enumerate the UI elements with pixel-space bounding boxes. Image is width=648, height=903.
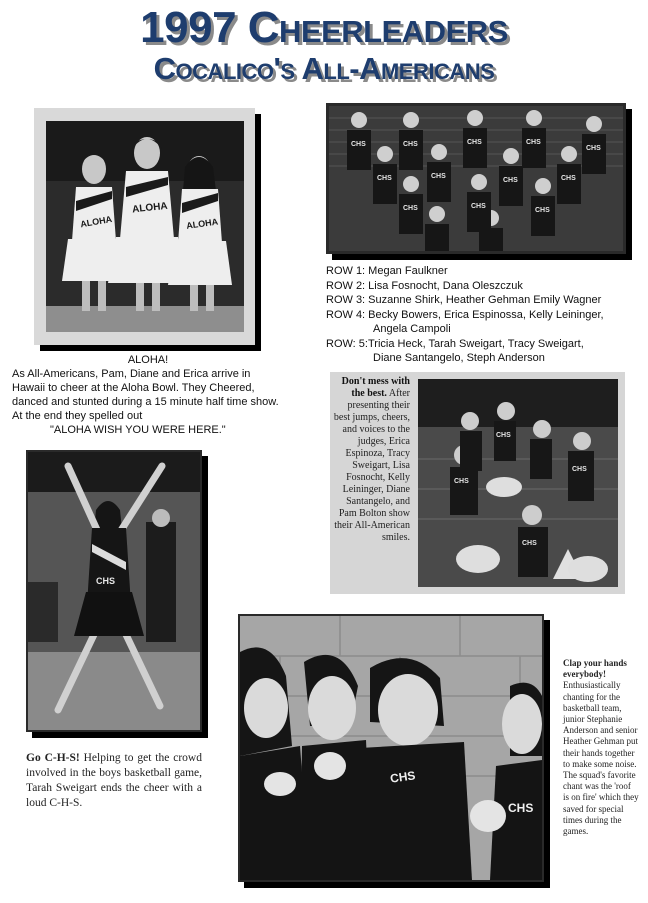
squad-uniform-text-10: CHS bbox=[403, 205, 418, 212]
judges-caption bbox=[330, 376, 410, 544]
squad-uniform-text-2: CHS bbox=[403, 141, 418, 148]
go-chs-uniform-text: CHS bbox=[96, 576, 116, 586]
page-title: 1997 Cheerleaders bbox=[140, 3, 508, 52]
squad-uniform-text-1: CHS bbox=[351, 141, 366, 148]
squad-uniform-text-11: CHS bbox=[471, 203, 486, 210]
roster-row-1: ROW 1: Megan Faulkner bbox=[326, 265, 448, 277]
squad-uniform-text-9: CHS bbox=[561, 175, 576, 182]
squad-photo bbox=[326, 103, 626, 254]
roster-row-4-cont: Angela Campoli bbox=[373, 323, 451, 335]
go-chs-caption bbox=[26, 751, 202, 811]
roster-row-3: ROW 3: Suzanne Shirk, Heather Gehman Emily Wagner bbox=[326, 294, 602, 306]
aloha-photo bbox=[34, 108, 255, 345]
squad-uniform-text-6: CHS bbox=[377, 175, 392, 182]
judges-uniform-text-2: CHS bbox=[454, 478, 469, 485]
aloha-uniform-text-2: ALOHA bbox=[131, 200, 169, 216]
squad-uniform-text-12: CHS bbox=[535, 207, 550, 214]
roster-row-4: ROW 4: Becky Bowers, Erica Espinossa, Kelly Leininger, bbox=[326, 308, 604, 321]
aloha-caption-phrase: "ALOHA WISH YOU WERE HERE." bbox=[50, 424, 226, 436]
squad-uniform-text-5: CHS bbox=[586, 145, 601, 152]
judges-caption-lead: Don't mess with the best. bbox=[341, 376, 410, 399]
go-chs-photo-image bbox=[28, 452, 200, 730]
clap-uniform-text-1: CHS bbox=[389, 768, 417, 786]
clap-caption bbox=[563, 658, 639, 837]
squad-uniform-text-7: CHS bbox=[431, 173, 446, 180]
clap-uniform-text-2: CHS bbox=[508, 801, 534, 815]
go-chs-caption-body: Helping to get the crowd involved in the boys basketball game, Tarah Sweigart ends the cheer with a loud C-H-S. bbox=[26, 752, 202, 809]
aloha-photo-image bbox=[46, 121, 244, 332]
squad-roster bbox=[326, 264, 626, 366]
aloha-caption-heading: ALOHA! bbox=[127, 354, 169, 366]
judges-uniform-text-4: CHS bbox=[522, 540, 537, 547]
squad-photo-image bbox=[329, 106, 623, 251]
squad-uniform-text-4: CHS bbox=[526, 139, 541, 146]
clap-photo-image bbox=[240, 616, 542, 880]
page-subtitle: Cocalico's All-Americans bbox=[153, 51, 495, 86]
clap-caption-lead: Clap your hands everybody! bbox=[563, 658, 627, 680]
aloha-uniform-text-3: ALOHA bbox=[185, 216, 219, 231]
squad-uniform-text-3: CHS bbox=[467, 139, 482, 146]
roster-row-5-cont: Diane Santangelo, Steph Anderson bbox=[373, 352, 545, 364]
judges-uniform-text-3: CHS bbox=[572, 466, 587, 473]
squad-uniform-text-8: CHS bbox=[503, 177, 518, 184]
roster-row-2: ROW 2: Lisa Fosnocht, Dana Oleszczuk bbox=[326, 279, 523, 292]
go-chs-photo bbox=[26, 450, 202, 732]
judges-caption-body: After presenting their best jumps, cheers, and voices to the judges, Erica Espinoza, Tracy Sweigart, Lisa Fosnocht, Kelly Leininger, Diane Santangelo, and Pam Bolton show their All-American smiles. bbox=[333, 388, 410, 543]
judges-photo-image bbox=[418, 379, 618, 587]
aloha-caption bbox=[12, 353, 284, 437]
aloha-uniform-text-1: ALOHA bbox=[79, 213, 113, 230]
roster-row-5: ROW: 5:Tricia Heck, Tarah Sweigart, Tracy Sweigart, bbox=[326, 337, 584, 350]
clap-caption-body: Enthusiastically chanting for the basketball team, junior Stephanie Anderson and senior Heather Gehman put their hands together to make some noise. The squad's favorite chant was the 'roof is on fire' which they saved for special times during the games. bbox=[563, 680, 639, 837]
aloha-caption-body: As All-Americans, Pam, Diane and Erica arrive in Hawaii to cheer at the Aloha Bowl. They Cheered, danced and stunted during a 15 minute half time show. At the end they spelled out bbox=[12, 368, 279, 422]
go-chs-caption-lead: Go C-H-S! bbox=[26, 752, 80, 764]
judges-uniform-text-1: CHS bbox=[496, 432, 511, 439]
clap-photo bbox=[238, 614, 544, 882]
